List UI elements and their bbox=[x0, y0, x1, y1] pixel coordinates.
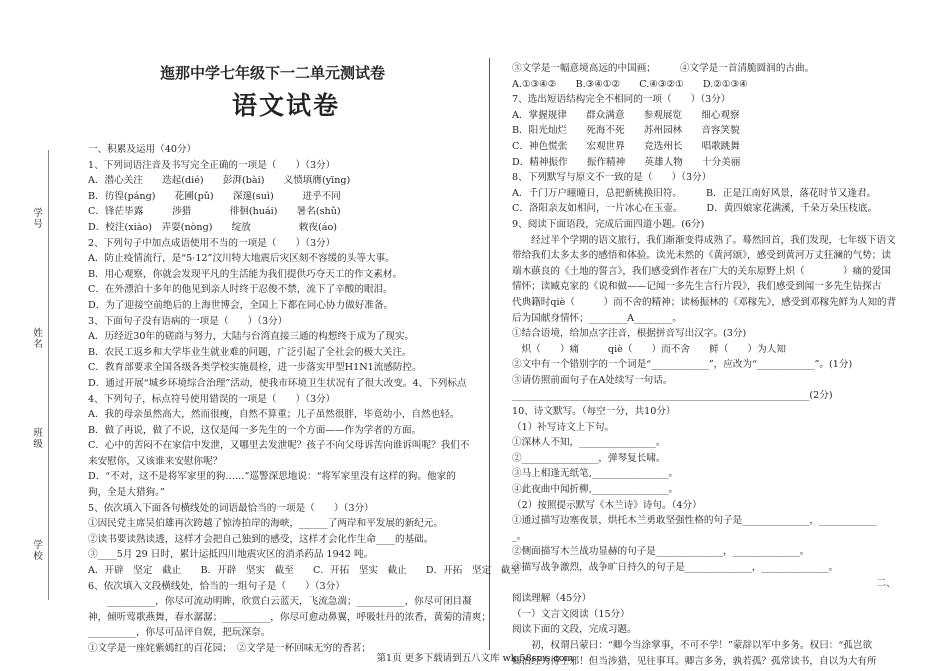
right-column-line: 阅读理解（45分） bbox=[512, 593, 592, 605]
left-column-line: C．在外漂泊十多年的他见到亲人时终于忍俊不禁，流下了辛酸的眼泪。 bbox=[88, 284, 393, 296]
exam-subtitle: 语文试卷 bbox=[232, 91, 341, 120]
left-column-line: A．历经近30年的磋商与努力，大陆与台湾直接三通的构想终于成为了现实。 bbox=[88, 331, 415, 343]
left-column-line: 来安慰你，又该谁来安慰你呢？ bbox=[88, 455, 223, 467]
right-column-line: （1）补写诗文上下句。 bbox=[512, 421, 615, 433]
right-column-line: 卿治经为博士邪！但当涉猎，见往事耳。卿言多务，孰若孤？孤常读书，自以为大有所 bbox=[512, 655, 877, 667]
right-column-line: 10、诗文默写。（每空一分，共10分） bbox=[512, 406, 676, 418]
right-column-line: A.①③④② B.③④①② C.④③②① D.②①③④ bbox=[512, 78, 748, 90]
right-column-line: ②________________，弹琴复长啸。 bbox=[512, 452, 666, 464]
right-column-line: ③请仿照前面句子在A处续写一句话。 bbox=[512, 374, 673, 386]
left-column-line: __________，你尽可流动明眸，欣赏白云蓝天，飞流急湍；__________，你尽可闭目凝 bbox=[88, 596, 472, 608]
margin-label-class: 班级 bbox=[33, 428, 43, 450]
right-column-line: 后为国献身情怀；________A________。 bbox=[512, 312, 683, 324]
page-footer: 第1页 更多下载请到五八文库 wk.58sms.com bbox=[376, 653, 574, 664]
right-column-line: 端木蕻良的《土地的誓言》，我们感受到作者在广大的关东原野上炽（ ）痛的爱国 bbox=[512, 265, 891, 277]
right-column-line: ①结合语境，给加点字注音，根据拼音写出汉字。(3分) bbox=[512, 328, 747, 340]
margin-label-name: 姓名 bbox=[33, 328, 43, 350]
left-column-line: 4、下列句子，标点符号使用错误的一项是（ ）（3分） bbox=[88, 393, 336, 405]
right-column-line: ④此夜曲中闻折柳,________________。 bbox=[512, 484, 679, 496]
right-column-line: 9、阅读下面语段，完成后面四道小题。(6分) bbox=[512, 218, 705, 230]
right-column bbox=[512, 61, 902, 669]
vertical-binding-line bbox=[48, 150, 49, 600]
right-column-line: D．精神振作 振作精神 英雄人物 十分美丽 bbox=[512, 156, 741, 168]
left-column-line: ③____5月 29 日时，累计运抵四川地震灾区的消杀药品 1942 吨。 bbox=[88, 549, 374, 561]
left-column-line: 狗，全是大猎狗。” bbox=[88, 487, 165, 499]
left-column-line: 一、积累及运用（40分） bbox=[88, 144, 197, 155]
left-column-line: D．“不对，这不是将军家里的狗……”巡警深思地说：“将军家里没有这样的狗。他家的 bbox=[88, 471, 456, 483]
left-column-line: A．开辟 坚定 截止 B．开辟 坚实 截至 C．开拓 坚实 截止 D．开拓 坚定 截至 bbox=[88, 565, 520, 577]
left-column-line: ①文学是一座姹紫嫣红的百花园； ②文学是一杯回味无穷的香茗； bbox=[88, 643, 372, 654]
right-column-line: ③描写战争激烈，战争旷日持久的句子是______________，______________。 bbox=[512, 562, 839, 573]
margin-label-student-id: 学号 bbox=[33, 208, 43, 230]
right-column-line: 炽（ ）痛 qiè（ ）而不舍 鲜（ ）为人知 bbox=[512, 343, 786, 355]
right-column-line: ②侧面描写木兰战功显赫的句子是______________，______________。 bbox=[512, 546, 810, 558]
right-column-line: ______________________________________________________________(2分) bbox=[512, 390, 833, 402]
right-column-line: ③文学是一幅意境高远的中国画； ④文学是一首清脆圆润的古曲。 bbox=[512, 63, 815, 74]
right-column-line: A．掌握规律 群众满意 参观展览 细心观察 bbox=[512, 109, 740, 121]
right-column-line: C．神色慌张 宏观世界 竞选州长 唱歌跳舞 bbox=[512, 140, 740, 152]
right-column-line: C．洛阳亲友如相问，一片冰心在玉壶。 D．黄四娘家花满溪，千朵万朵压枝底。 bbox=[512, 203, 878, 215]
right-column-line: 代典籍时qiè（ ）而不舍的精神；读杨振林的《邓稼先》，感受到邓稼先鲜为人知的背 bbox=[512, 296, 897, 308]
right-column-line: ②文中有一个错别字的一个词是“____________”，应改为“____________”。(1分) bbox=[512, 359, 853, 371]
right-column-line: ①通过描写边塞夜景，烘托木兰勇敢坚强性格的句子是______________，____________ bbox=[512, 515, 877, 527]
right-column-line: 带给我们太多太多的感悟和体验。读光未然的《黄河颂》，感受到黄河万丈狂澜的气势；读 bbox=[512, 250, 891, 262]
right-column-line: ③马上相逢无纸笔,________________。 bbox=[512, 468, 679, 480]
left-column-line: ②读书要读熟读透，这样才会把自己独到的感受，这样才会化作生命____的基础。 bbox=[88, 533, 434, 545]
left-column-line: A．防止疫情流行，是“5·12”汶川特大地震后灾区刻不容缓的头等大事。 bbox=[88, 253, 395, 265]
left-column-line: B．做了再说，做了不说，这仅是闻一多先生的一个方面——作为学者的方面。 bbox=[88, 424, 422, 436]
right-column-line: 8、下列默写与原文不一致的是（ ）（3分） bbox=[512, 172, 712, 184]
right-column-line: （2）按照提示默写《木兰诗》诗句。（4分） bbox=[512, 499, 702, 511]
left-column-line: 神，倾听莺歌燕舞，春水潺潺；__________，你尽可愈动鼻翼，呼吸牡丹的浓香，黄菊的清爽； bbox=[88, 611, 491, 623]
left-column-line: D．校注(xiào) 弄耍(nònɡ) 绽放 敕夜(áo) bbox=[88, 221, 337, 233]
exam-title: 迤那中学七年级下一二单元测试卷 bbox=[160, 64, 386, 82]
left-column bbox=[88, 142, 520, 657]
column-divider bbox=[489, 58, 490, 650]
left-column-line: B．彷徨(pánɡ) 花圃(pǔ) 深邃(suì) 迸乎不同 bbox=[88, 190, 341, 202]
right-column-line: A．千门万户曈曈日，总把新桃换旧符。 B．正是江南好风景，落花时节又逢君。 bbox=[512, 187, 877, 199]
right-column-line: _。 bbox=[512, 530, 527, 542]
right-column-line: 二、 bbox=[512, 577, 896, 589]
left-column-line: 3、下面句子没有语病的一项是（ ）（3分） bbox=[88, 315, 288, 327]
left-column-line: A．潜心关注 迭起(dié) 彭湃(bài) 义愤填膺(yīng) bbox=[88, 175, 351, 187]
left-column-line: C．心中的苦闷不在家信中发泄，又哪里去发泄呢？孩子不向父母诉苦向谁诉叫呢？我们不 bbox=[88, 440, 470, 452]
left-column-line: B．农民工返乡和大学毕业生就业难的问题，广泛引起了全社会的极大关注。 bbox=[88, 346, 412, 358]
left-column-line: 2、下列句子中加点成语使用不当的一项是（ ）（3分） bbox=[88, 237, 336, 249]
left-column-line: __________，你尽可品评自娱，把玩深奈。 bbox=[88, 627, 271, 639]
left-column-line: ①因民党主席吴伯雄再次跨越了惊涛拍岸的海峡，______了两岸和平发展的新纪元。 bbox=[88, 518, 443, 530]
right-column-line: （一）文言文阅读（15分） bbox=[512, 608, 630, 620]
margin-label-school: 学校 bbox=[33, 540, 43, 562]
left-column-line: 5、依次填入下面各句横线处的词语最恰当的一项是（ ）（3分） bbox=[88, 502, 374, 514]
right-column-line: 初，权谓吕蒙曰：“卿今当涂掌事，不可不学！”蒙辞以军中多务。权曰：“孤岂欲 bbox=[512, 639, 873, 651]
left-column-line: C．锋茫毕露 涉猎 徘徊(huái) 暑名(shǔ) bbox=[88, 206, 341, 218]
left-column-line: B．用心观察，你就会发现平凡的生活能为我们提供巧夺天工的作文素材。 bbox=[88, 268, 403, 280]
right-column-line: ①深林人不知，________________。 bbox=[512, 437, 666, 449]
left-column-line: A．我的母亲虽然高大，然而很瘦，自然不算重；儿子虽然很胖，毕竟幼小，自然也轻。 bbox=[88, 409, 460, 421]
left-column-line: D．为了迎接空前绝后的上海世博会，全国上下都在同心协力做好准备。 bbox=[88, 299, 394, 311]
right-column-line: 经过半个学期的语文旅行，我们渐渐变得成熟了。蓦然回首，我们发现，七年级下语文 bbox=[512, 234, 896, 246]
right-column-line: 7、选出短语结构完全不相同的一项（ ）（3分） bbox=[512, 94, 731, 106]
right-column-line: 阅读下面的文段，完成习题。 bbox=[512, 624, 637, 636]
left-column-line: 1、下列词语注音及书写完全正确的一项是（ ）（3分） bbox=[88, 159, 336, 171]
left-column-line: C．教育部要求全国各级各类学校实施晨检，进一步落实甲型H1N1流感防控。 bbox=[88, 362, 422, 374]
right-column-line: 情怀；读臧克家的《说和做——记闻一多先生言行片段》，我们感受到闻一多先生钻探古 bbox=[512, 281, 882, 293]
left-column-line: D．通过开展“城乡环境综合治理”活动，使我市环境卫生状况有了很大改变。4、下列标点 bbox=[88, 377, 467, 389]
right-column-line: B．阳光灿烂 死海不死 苏州园林 音容笑貌 bbox=[512, 125, 740, 137]
left-column-line: 6、依次填入文段横线处，恰当的一组句子是（ ）（3分） bbox=[88, 580, 345, 592]
